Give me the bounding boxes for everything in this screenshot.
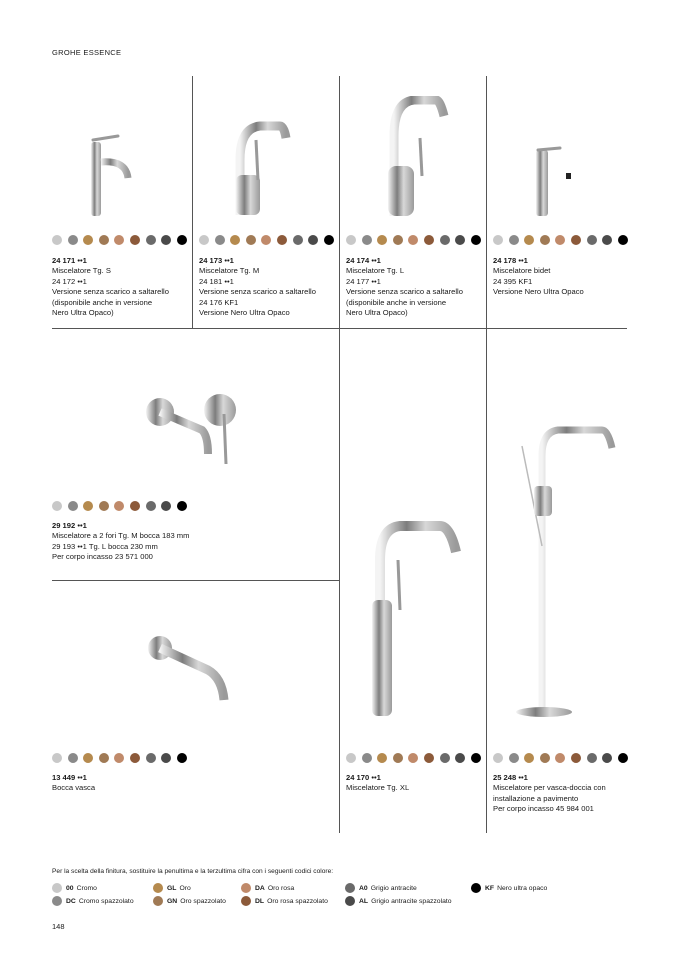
finish-swatch-dot [471, 753, 481, 763]
column-divider [486, 76, 487, 833]
faucet-image-bath-spout [144, 630, 244, 710]
product-code: 13 449 ••1 [52, 773, 87, 782]
product-line: 24 172 ••1 [52, 276, 87, 286]
legend-label: Oro [179, 884, 191, 892]
product-line: Miscelatore a 2 fori Tg. M bocca 183 mm [52, 531, 190, 541]
product-line: 24 395 KF1 [493, 276, 533, 286]
product-line: Nero Ultra Opaco) [346, 308, 408, 318]
finish-swatch-dot [540, 753, 550, 763]
finish-swatch-dot [524, 753, 534, 763]
legend-item [241, 883, 294, 893]
finish-swatch-dot [146, 753, 156, 763]
product-line: Versione senza scarico a saltarello [52, 287, 169, 297]
product-info [52, 521, 332, 563]
legend-item [345, 896, 452, 906]
finish-swatches [346, 753, 481, 763]
product-line: installazione a pavimento [493, 793, 579, 803]
page-header-brand: GROHE ESSENCE [52, 48, 122, 57]
finish-swatch-dot [393, 753, 403, 763]
finish-swatch-dot [161, 753, 171, 763]
finish-swatch-dot [540, 235, 550, 245]
finish-swatch-dot [362, 235, 372, 245]
finish-swatch-dot [52, 501, 62, 511]
finish-swatch-dot [524, 235, 534, 245]
legend-code: AL [359, 897, 369, 905]
finish-swatch-dot [408, 235, 418, 245]
finish-swatch-dot [424, 235, 434, 245]
product-code: 24 174 ••1 [346, 256, 381, 265]
finish-swatch-dot [555, 753, 565, 763]
finish-swatch-dot [455, 235, 465, 245]
product-line: 24 176 KF1 [199, 297, 239, 307]
finish-swatch-dot [146, 501, 156, 511]
legend-item [52, 896, 134, 906]
swatch-icon [345, 896, 355, 906]
legend-code: DL [255, 897, 265, 905]
legend-label: Grigio antracite [370, 884, 417, 892]
finish-swatch-dot [408, 753, 418, 763]
finish-swatch-dot [83, 753, 93, 763]
legend-label: Oro rosa [267, 884, 295, 892]
faucet-image-bidet [526, 140, 586, 220]
finish-swatch-dot [52, 753, 62, 763]
finish-swatch-dot [99, 235, 109, 245]
legend-label: Nero ultra opaco [497, 884, 548, 892]
faucet-image-tg-s [78, 130, 148, 220]
finish-swatches [199, 235, 334, 245]
swatch-icon [241, 883, 251, 893]
swatch-icon [345, 883, 355, 893]
finish-swatch-dot [424, 753, 434, 763]
finish-swatch-dot [377, 235, 387, 245]
legend-code: DC [66, 897, 76, 905]
legend-item [153, 883, 191, 893]
product-line: 24 177 ••1 [346, 276, 381, 286]
finish-swatch-dot [308, 235, 318, 245]
faucet-image-wall-mixer [132, 390, 252, 470]
legend-code: GN [167, 897, 178, 905]
faucet-image-floor-standing [508, 426, 618, 718]
finish-swatch-dot [199, 235, 209, 245]
finish-legend-title: Per la scelta della finitura, sostituire la penultima e la terzultima cifra con i seguenti codici colore: [52, 868, 334, 875]
product-line: Versione Nero Ultra Opaco [199, 308, 290, 318]
finish-swatch-dot [618, 753, 628, 763]
product-info [346, 256, 486, 318]
finish-swatch-dot [83, 235, 93, 245]
product-line: Miscelatore Tg. L [346, 266, 405, 276]
product-code: 24 173 ••1 [199, 256, 234, 265]
finish-swatch-dot [346, 235, 356, 245]
legend-label: Grigio antracite spazzolato [371, 897, 452, 905]
legend-code: GL [167, 884, 177, 892]
faucet-image-tg-m [222, 120, 302, 220]
legend-label: Oro spazzolato [180, 897, 226, 905]
legend-code: KF [485, 884, 495, 892]
finish-swatches [493, 753, 628, 763]
finish-swatch-dot [440, 235, 450, 245]
finish-swatch-dot [493, 753, 503, 763]
finish-swatch-dot [377, 753, 387, 763]
finish-swatch-dot [83, 501, 93, 511]
finish-swatch-dot [177, 235, 187, 245]
finish-swatch-dot [362, 753, 372, 763]
legend-code: DA [255, 884, 265, 892]
column-divider [192, 76, 193, 328]
finish-swatch-dot [602, 235, 612, 245]
finish-swatch-dot [587, 753, 597, 763]
product-code: 24 170 ••1 [346, 773, 381, 782]
product-info [493, 256, 633, 298]
legend-item [153, 896, 226, 906]
legend-label: Cromo [76, 884, 97, 892]
finish-swatches [346, 235, 481, 245]
product-line: Versione senza scarico a saltarello [346, 287, 463, 297]
product-line: (disponibile anche in versione [52, 297, 153, 307]
product-info [199, 256, 339, 318]
product-line: 29 193 ••1 Tg. L bocca 230 mm [52, 541, 158, 551]
faucet-image-tg-l [380, 96, 460, 220]
product-line: Miscelatore bidet [493, 266, 551, 276]
product-line: Miscelatore per vasca-doccia con [493, 783, 606, 793]
finish-swatch-dot [130, 753, 140, 763]
finish-swatch-dot [99, 753, 109, 763]
page-number: 148 [52, 922, 65, 931]
swatch-icon [52, 896, 62, 906]
finish-swatch-dot [587, 235, 597, 245]
finish-swatch-dot [555, 235, 565, 245]
finish-swatch-dot [455, 753, 465, 763]
product-line: Versione Nero Ultra Opaco [493, 287, 584, 297]
column-divider [339, 76, 340, 833]
product-line: Miscelatore Tg. S [52, 266, 111, 276]
finish-swatch-dot [440, 753, 450, 763]
finish-swatch-dot [346, 753, 356, 763]
finish-swatches [52, 753, 187, 763]
row-divider [52, 580, 339, 581]
finish-swatches [493, 235, 628, 245]
finish-swatch-dot [68, 235, 78, 245]
finish-swatch-dot [393, 235, 403, 245]
legend-code: 00 [66, 884, 74, 892]
legend-label: Cromo spazzolato [78, 897, 134, 905]
product-code: 25 248 ••1 [493, 773, 528, 782]
swatch-icon [241, 896, 251, 906]
swatch-icon [153, 896, 163, 906]
product-line: Per corpo incasso 45 984 001 [493, 804, 594, 814]
row-divider [52, 328, 627, 329]
finish-swatch-dot [68, 753, 78, 763]
product-info [493, 773, 633, 815]
finish-swatch-dot [602, 753, 612, 763]
finish-swatch-dot [277, 235, 287, 245]
legend-item [52, 883, 97, 893]
finish-swatch-dot [52, 235, 62, 245]
finish-swatch-dot [571, 235, 581, 245]
legend-item [345, 883, 417, 893]
product-line: Nero Ultra Opaco) [52, 308, 114, 318]
product-info [52, 773, 192, 794]
finish-swatch-dot [161, 501, 171, 511]
product-info [346, 773, 486, 794]
swatch-icon [52, 883, 62, 893]
legend-code: A0 [359, 884, 368, 892]
legend-item [471, 883, 547, 893]
finish-swatches [52, 235, 187, 245]
finish-swatch-dot [130, 235, 140, 245]
product-line: Miscelatore Tg. XL [346, 783, 410, 793]
finish-swatch-dot [114, 235, 124, 245]
finish-swatch-dot [618, 235, 628, 245]
product-info [52, 256, 192, 318]
product-code: 29 192 ••1 [52, 521, 87, 530]
product-code: 24 171 ••1 [52, 256, 87, 265]
finish-swatch-dot [324, 235, 334, 245]
legend-label: Oro rosa spazzolato [267, 897, 328, 905]
finish-swatch-dot [230, 235, 240, 245]
finish-swatch-dot [114, 501, 124, 511]
legend-item [241, 896, 328, 906]
finish-swatches [52, 501, 187, 511]
finish-swatch-dot [215, 235, 225, 245]
finish-swatch-dot [246, 235, 256, 245]
product-line: Per corpo incasso 23 571 000 [52, 552, 153, 562]
swatch-icon [153, 883, 163, 893]
finish-swatch-dot [261, 235, 271, 245]
faucet-image-tg-xl [358, 520, 468, 720]
product-line: Miscelatore Tg. M [199, 266, 260, 276]
product-line: (disponibile anche in versione [346, 297, 447, 307]
product-code: 24 178 ••1 [493, 256, 528, 265]
finish-swatch-dot [471, 235, 481, 245]
finish-swatch-dot [493, 235, 503, 245]
finish-swatch-dot [146, 235, 156, 245]
finish-swatch-dot [68, 501, 78, 511]
finish-swatch-dot [509, 235, 519, 245]
product-line: 24 181 ••1 [199, 276, 234, 286]
finish-swatch-dot [114, 753, 124, 763]
finish-swatch-dot [293, 235, 303, 245]
finish-swatch-dot [177, 501, 187, 511]
product-line: Versione senza scarico a saltarello [199, 287, 316, 297]
finish-swatch-dot [130, 501, 140, 511]
finish-swatch-dot [177, 753, 187, 763]
finish-swatch-dot [161, 235, 171, 245]
finish-swatch-dot [99, 501, 109, 511]
swatch-icon [471, 883, 481, 893]
finish-swatch-dot [571, 753, 581, 763]
product-line: Bocca vasca [52, 783, 96, 793]
finish-swatch-dot [509, 753, 519, 763]
